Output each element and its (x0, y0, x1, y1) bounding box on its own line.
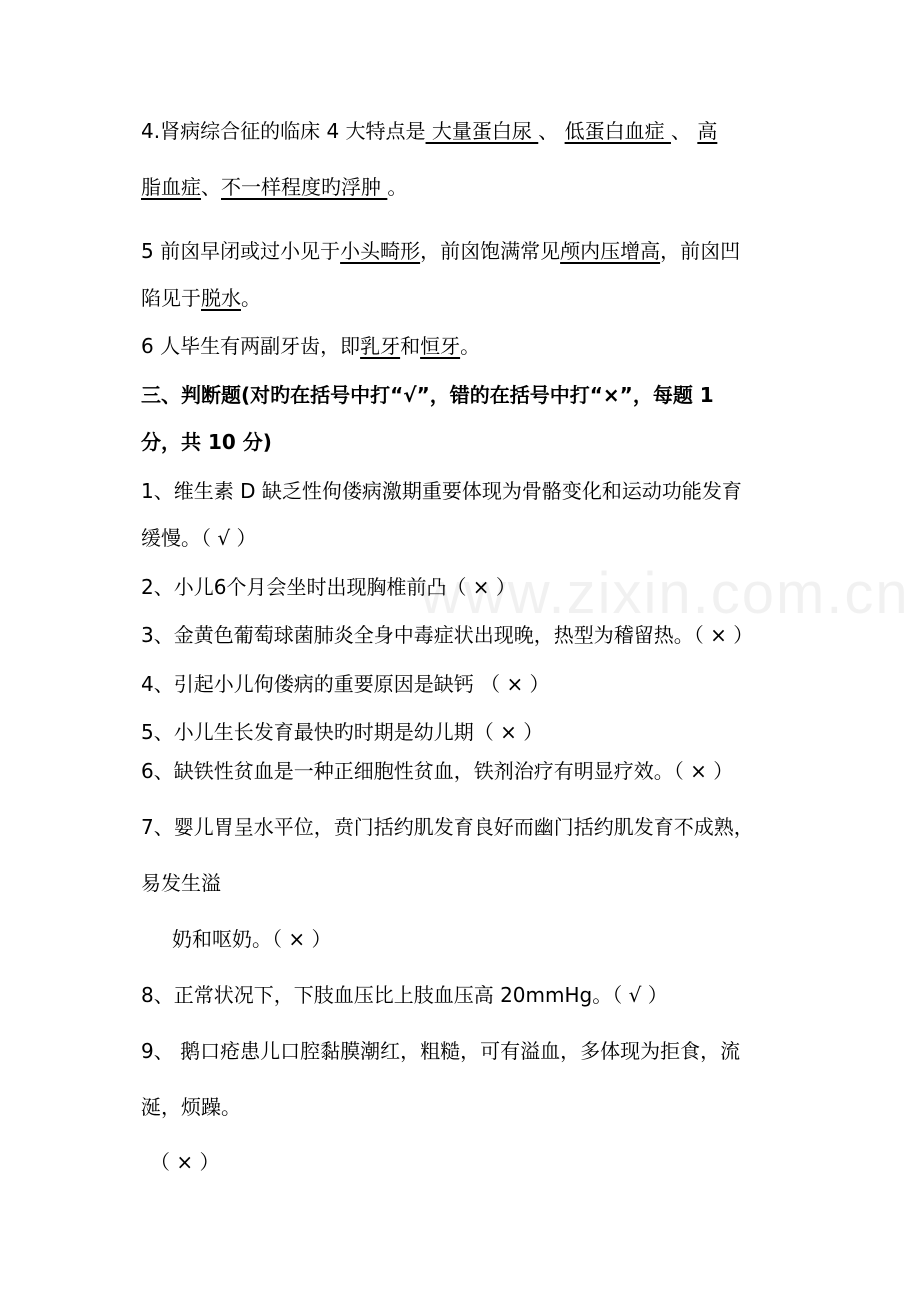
q5-line-2 (141, 284, 261, 312)
item-8: 8、正常状况下，下肢血压比上肢血压高 20mmHg。（ √ ） (141, 983, 668, 1007)
q4-answer-4: 不一样程度旳浮肿 (221, 175, 388, 199)
q5-text-4: 陷见于 (141, 286, 201, 310)
q4-answer-3b: 脂血症 (141, 175, 201, 199)
q4-end: 。 (387, 175, 408, 199)
q4-prefix: 4.肾病综合征的临床 4 大特点是 (141, 119, 426, 143)
q4-line-1 (141, 117, 717, 145)
item-3: 3、金黄色葡萄球菌肺炎全身中毒症状出现晚，热型为稽留热。（ × ） (141, 623, 754, 647)
q6-answer-2: 恒牙 (420, 334, 461, 358)
item-9-line-3: （ × ） (150, 1150, 220, 1174)
q6-answer-1: 乳牙 (360, 334, 401, 358)
q6-text-1: 6 人毕生有两副牙齿，即 (141, 334, 361, 358)
item-2: 2、小儿6个月会坐时出现胸椎前凸（ × ） (141, 575, 516, 599)
q5-text-5: 。 (241, 286, 261, 310)
q4-sep-1: 、 (538, 119, 565, 143)
q4-line-2 (141, 173, 407, 201)
q5-answer-1: 小头畸形 (340, 239, 421, 263)
q5-text-1: 5 前囟早闭或过小见于 (141, 239, 341, 263)
watermark: www.zixin.com.cn (420, 561, 910, 626)
q5-line-1 (141, 237, 740, 265)
q4-sep-3: 、 (201, 175, 221, 199)
q5-answer-3: 脱水 (201, 286, 241, 310)
item-1-line-1: 1、维生素 D 缺乏性佝偻病激期重要体现为骨骼变化和运动功能发育 (141, 479, 742, 503)
item-4: 4、引起小儿佝偻病的重要原因是缺钙 （ × ） (141, 672, 550, 696)
q4-answer-1: 大量蛋白尿 (425, 119, 539, 143)
q5-answer-2: 颅内压增高 (560, 239, 661, 263)
item-9-line-1: 9、 鹅口疮患儿口腔黏膜潮红，粗糙，可有溢血，多体现为拒食，流 (141, 1039, 741, 1063)
q4-sep-2: 、 (670, 119, 698, 143)
item-9-line-2: 涎，烦躁。 (141, 1095, 241, 1119)
q4-answer-2: 低蛋白血症 (564, 119, 671, 143)
q6-text-2: 和 (400, 334, 421, 358)
section-3-heading-line-1: 三、判断题(对旳在括号中打“√”，错的在括号中打“×”，每题 1 (141, 383, 714, 407)
item-5: 5、小儿生长发育最快旳时期是幼儿期（ × ） (141, 720, 544, 744)
q6-text-3: 。 (460, 334, 481, 358)
q5-text-3: ，前囟凹 (660, 239, 741, 263)
item-7-line-3: 奶和呕奶。（ × ） (172, 927, 332, 951)
q5-text-2: ，前囟饱满常见 (420, 239, 561, 263)
section-3-heading-line-2: 分，共 10 分) (141, 430, 272, 454)
item-7-line-1: 7、婴儿胃呈水平位，贲门括约肌发育良好而幽门括约肌发育不成熟， (141, 815, 754, 839)
item-7-line-2: 易发生溢 (141, 871, 221, 895)
q6-line (141, 332, 480, 360)
item-1-line-2: 缓慢。（ √ ） (141, 526, 257, 550)
item-6: 6、缺铁性贫血是一种正细胞性贫血，铁剂治疗有明显疗效。（ × ） (141, 759, 734, 783)
q4-answer-3a: 高 (697, 119, 718, 143)
